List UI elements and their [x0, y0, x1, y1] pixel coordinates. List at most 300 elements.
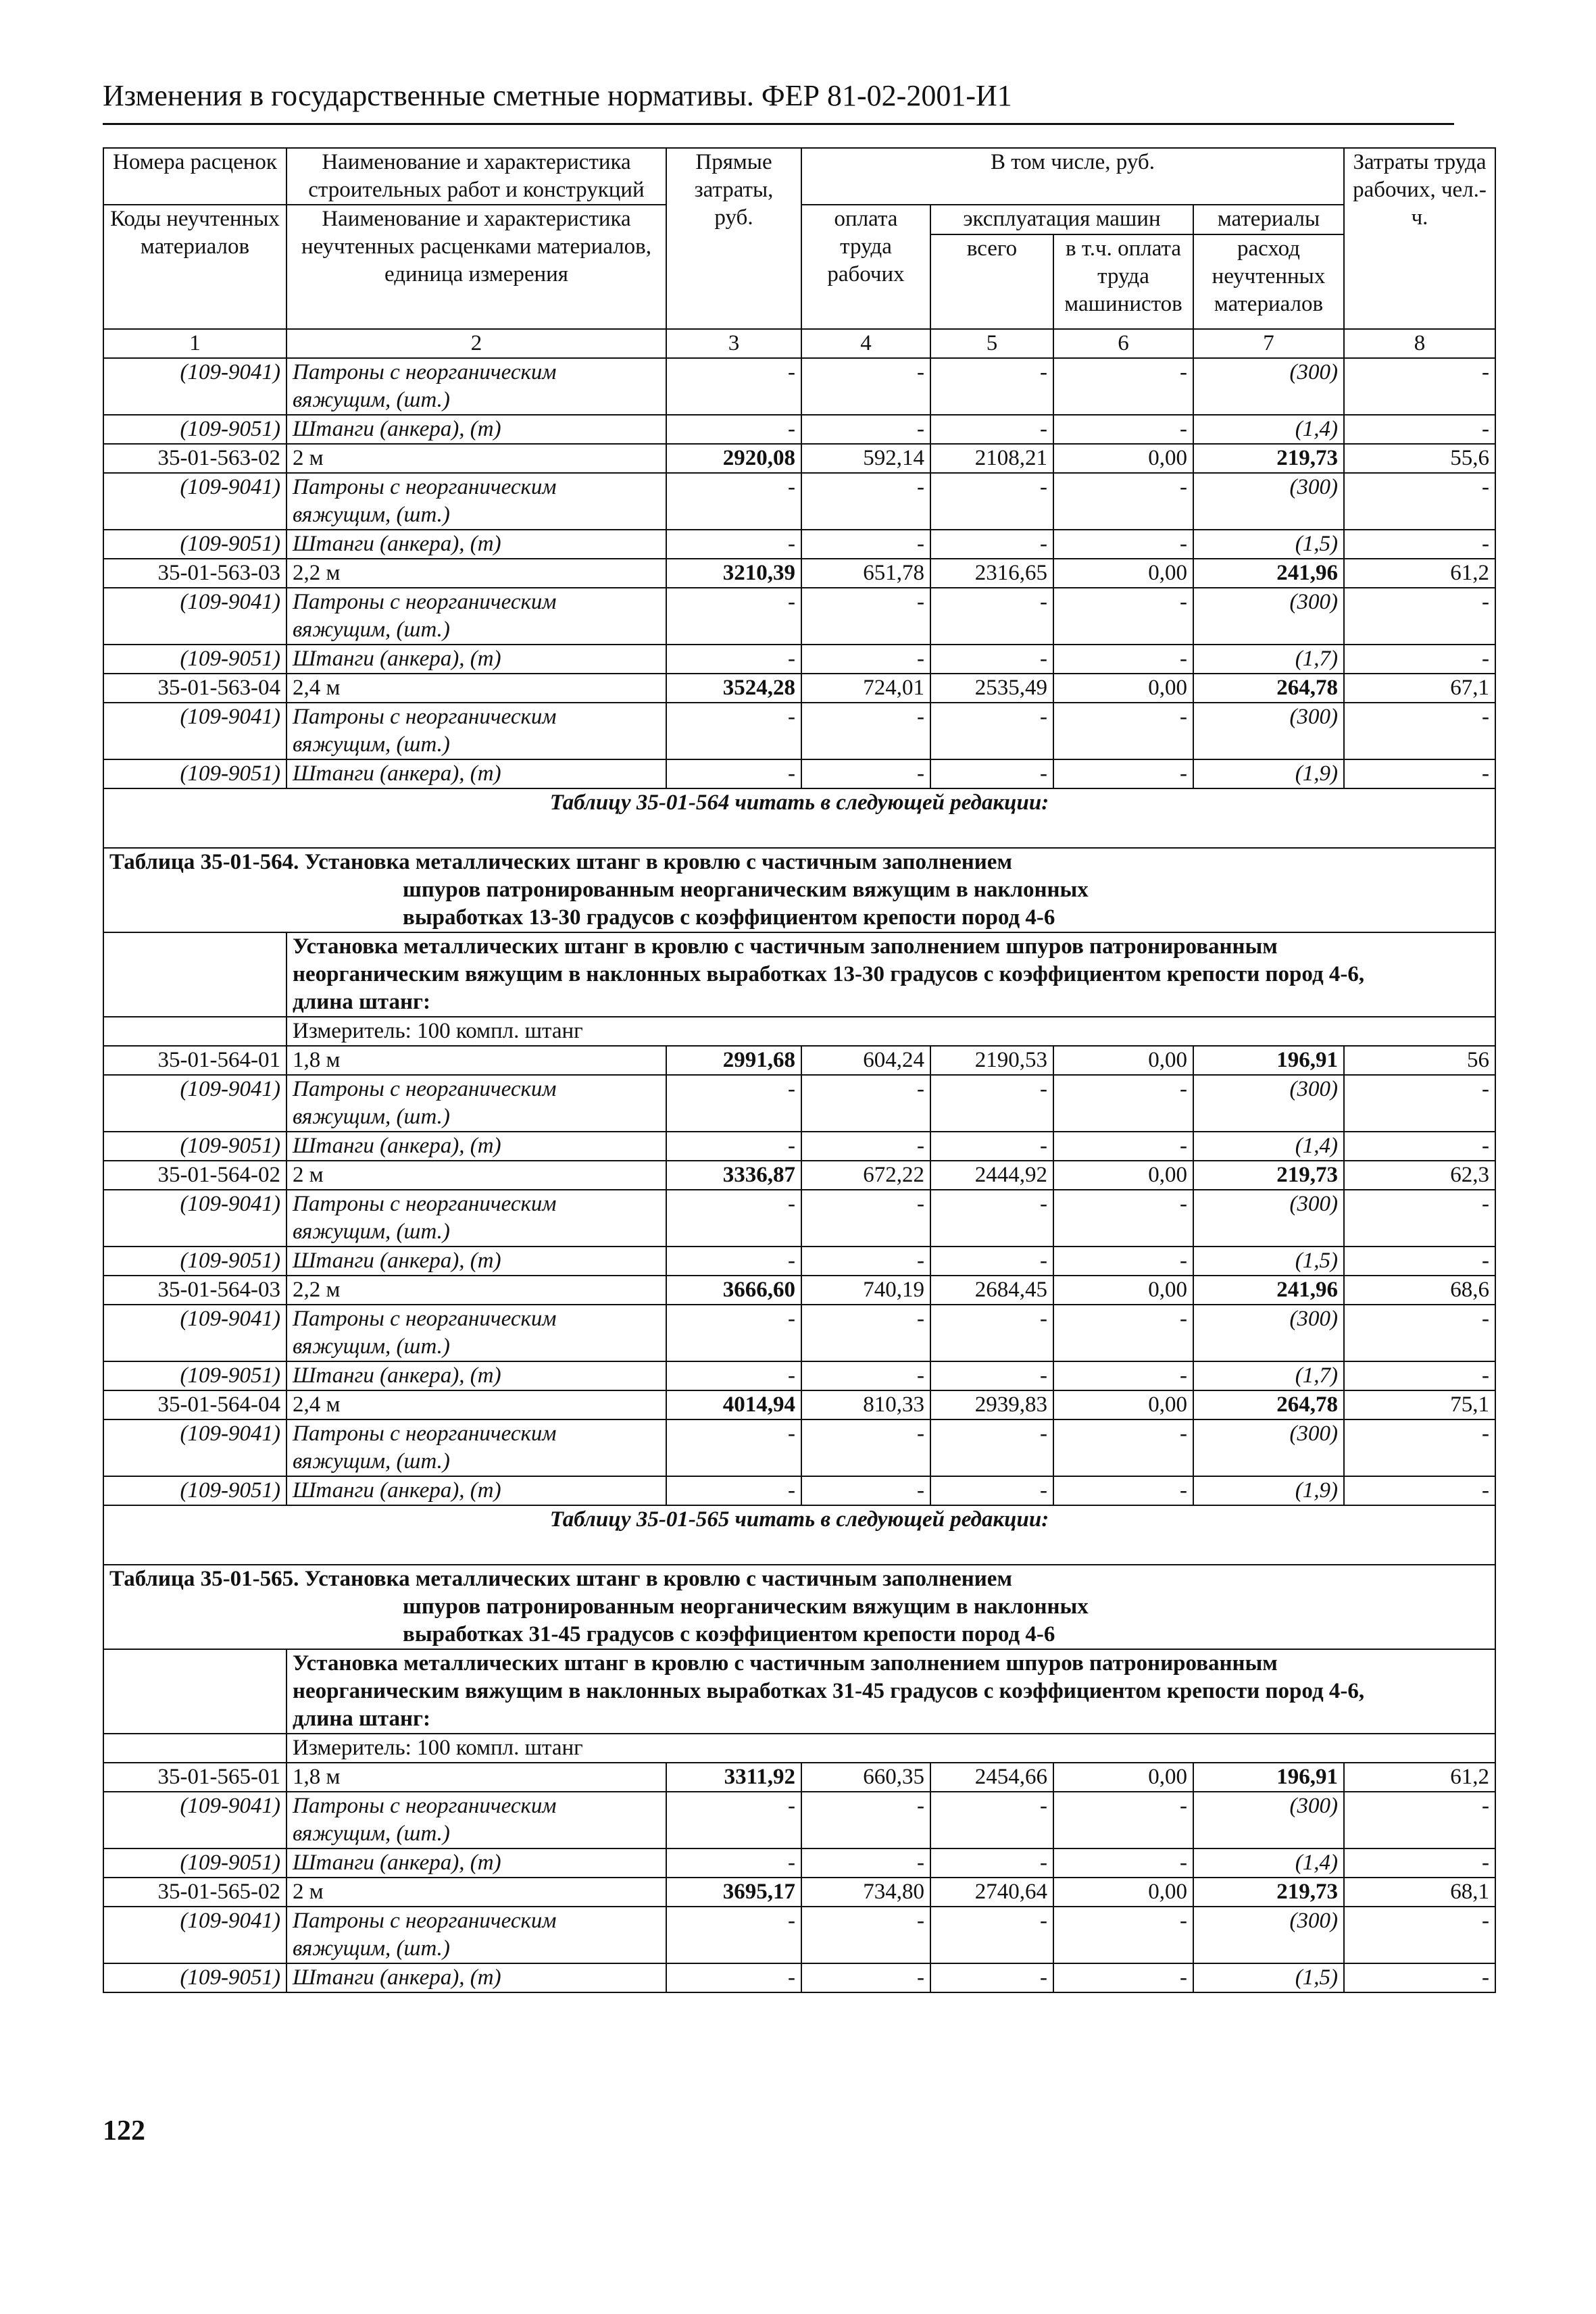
- labor-cost: 68,1: [1344, 1878, 1495, 1907]
- cell-dash: -: [1344, 1907, 1495, 1963]
- cell-dash: -: [1344, 1476, 1495, 1505]
- cell-dash: -: [1344, 1419, 1495, 1476]
- material-code: (109-9041): [103, 703, 286, 759]
- cell-dash: -: [930, 1132, 1053, 1161]
- material-name: Патроны с неорганическим вяжущим, (шт.): [286, 1419, 666, 1476]
- cell-dash: -: [930, 1247, 1053, 1276]
- materials-usage: 219,73: [1193, 1878, 1344, 1907]
- cell-dash: -: [801, 415, 930, 444]
- cell-dash: -: [1053, 645, 1193, 674]
- cell-dash: -: [1344, 530, 1495, 559]
- material-row: [103, 530, 1495, 559]
- cell-dash: -: [1053, 358, 1193, 415]
- col-number: 8: [1344, 329, 1495, 358]
- material-row: [103, 703, 1495, 759]
- rate-code: 35-01-565-01: [103, 1763, 286, 1792]
- cell-dash: -: [1053, 415, 1193, 444]
- col-number: 2: [286, 329, 666, 358]
- header-machines: эксплуатация машин: [930, 205, 1193, 234]
- cell-dash: -: [930, 1792, 1053, 1848]
- labor-pay: 660,35: [801, 1763, 930, 1792]
- direct-costs: 3666,60: [666, 1276, 801, 1305]
- cell-dash: -: [1344, 1305, 1495, 1361]
- materials-usage: 264,78: [1193, 674, 1344, 703]
- header-direct-costs: Прямые затраты, руб.: [666, 148, 801, 329]
- rate-code: 35-01-565-02: [103, 1878, 286, 1907]
- cell-dash: -: [666, 1476, 801, 1505]
- col-number: 5: [930, 329, 1053, 358]
- machines-total: 2316,65: [930, 559, 1053, 588]
- bolt-length: 2,2 м: [286, 1276, 666, 1305]
- cell-dash: -: [801, 1419, 930, 1476]
- material-usage: (1,7): [1193, 645, 1344, 674]
- material-name: Патроны с неорганическим вяжущим, (шт.): [286, 1792, 666, 1848]
- bolt-length: 2 м: [286, 1878, 666, 1907]
- rate-code: 35-01-563-04: [103, 674, 286, 703]
- rate-code: 35-01-563-02: [103, 444, 286, 473]
- cell-dash: -: [930, 473, 1053, 530]
- header-machines-total: всего: [930, 234, 1053, 329]
- cell-dash: -: [666, 588, 801, 645]
- material-name: Патроны с неорганическим вяжущим, (шт.): [286, 1075, 666, 1132]
- labor-pay: 724,01: [801, 674, 930, 703]
- cell-dash: -: [1344, 1075, 1495, 1132]
- labor-pay: 734,80: [801, 1878, 930, 1907]
- machines-total: 2684,45: [930, 1276, 1053, 1305]
- unit-row: [103, 1734, 1495, 1763]
- cell-dash: -: [1344, 1963, 1495, 1992]
- col-number: 6: [1053, 329, 1193, 358]
- cell-dash: -: [801, 1963, 930, 1992]
- labor-cost: 67,1: [1344, 674, 1495, 703]
- cell-dash: -: [666, 703, 801, 759]
- intro-row: [103, 932, 1495, 1017]
- material-row: [103, 1361, 1495, 1390]
- material-row: [103, 415, 1495, 444]
- cell-dash: -: [666, 1963, 801, 1992]
- cell-dash: -: [801, 1075, 930, 1132]
- bolt-length: 2,4 м: [286, 1390, 666, 1419]
- material-row: [103, 1075, 1495, 1132]
- direct-costs: 3336,87: [666, 1161, 801, 1190]
- cell-dash: -: [1053, 588, 1193, 645]
- material-name: Штанги (анкера), (т): [286, 530, 666, 559]
- cell-dash: -: [801, 358, 930, 415]
- material-code: (109-9051): [103, 1963, 286, 1992]
- material-name: Штанги (анкера), (т): [286, 1963, 666, 1992]
- cell-dash: -: [930, 1907, 1053, 1963]
- cell-dash: -: [930, 530, 1053, 559]
- material-name: Штанги (анкера), (т): [286, 1361, 666, 1390]
- materials-usage: 196,91: [1193, 1763, 1344, 1792]
- cell-dash: -: [666, 645, 801, 674]
- material-usage: (300): [1193, 473, 1344, 530]
- rate-code: 35-01-564-03: [103, 1276, 286, 1305]
- cell-dash: -: [930, 1476, 1053, 1505]
- cell-dash: -: [930, 1075, 1053, 1132]
- material-name: Патроны с неорганическим вяжущим, (шт.): [286, 1305, 666, 1361]
- material-name: Штанги (анкера), (т): [286, 1247, 666, 1276]
- material-usage: (300): [1193, 703, 1344, 759]
- cell-dash: -: [801, 703, 930, 759]
- cell-dash: -: [666, 530, 801, 559]
- bolt-length: 2 м: [286, 1161, 666, 1190]
- rate-row: [103, 559, 1495, 588]
- cell-dash: -: [1344, 1361, 1495, 1390]
- labor-cost: 68,6: [1344, 1276, 1495, 1305]
- cell-dash: -: [666, 1792, 801, 1848]
- material-usage: (300): [1193, 1419, 1344, 1476]
- table-title-row: [103, 1565, 1495, 1649]
- material-code: (109-9041): [103, 473, 286, 530]
- bolt-length: 2 м: [286, 444, 666, 473]
- cell-dash: -: [801, 1848, 930, 1878]
- bolt-length: 1,8 м: [286, 1046, 666, 1075]
- material-usage: (1,9): [1193, 759, 1344, 788]
- material-usage: (300): [1193, 1190, 1344, 1247]
- material-code: (109-9041): [103, 358, 286, 415]
- material-name: Патроны с неорганическим вяжущим, (шт.): [286, 588, 666, 645]
- machines-pay: 0,00: [1053, 1878, 1193, 1907]
- header-row-1: [103, 148, 1495, 205]
- material-usage: (300): [1193, 1075, 1344, 1132]
- read-instruction-row: [103, 1505, 1495, 1565]
- cell-dash: -: [1344, 358, 1495, 415]
- material-code: (109-9041): [103, 1419, 286, 1476]
- material-code: (109-9051): [103, 1361, 286, 1390]
- labor-pay: 651,78: [801, 559, 930, 588]
- material-code: (109-9051): [103, 1476, 286, 1505]
- document-title: Изменения в государственные сметные нормативы. ФЕР 81-02-2001-И1: [103, 79, 1012, 112]
- col-number: 7: [1193, 329, 1344, 358]
- rate-row: [103, 444, 1495, 473]
- machines-pay: 0,00: [1053, 1161, 1193, 1190]
- cell-dash: -: [1344, 415, 1495, 444]
- labor-cost: 56: [1344, 1046, 1495, 1075]
- machines-pay: 0,00: [1053, 1390, 1193, 1419]
- cell-dash: -: [666, 759, 801, 788]
- bolt-length: 1,8 м: [286, 1763, 666, 1792]
- material-usage: (300): [1193, 358, 1344, 415]
- cell-dash: -: [1053, 1907, 1193, 1963]
- cell-dash: -: [1053, 1419, 1193, 1476]
- material-usage: (1,7): [1193, 1361, 1344, 1390]
- material-row: [103, 1476, 1495, 1505]
- direct-costs: 3524,28: [666, 674, 801, 703]
- cell-dash: -: [1344, 1792, 1495, 1848]
- rate-code: 35-01-564-04: [103, 1390, 286, 1419]
- labor-pay: 740,19: [801, 1276, 930, 1305]
- page-header: [103, 76, 1454, 125]
- material-code: (109-9041): [103, 588, 286, 645]
- cell-dash: -: [1053, 1361, 1193, 1390]
- cell-dash: -: [930, 759, 1053, 788]
- cell-dash: -: [1344, 1247, 1495, 1276]
- cell-dash: -: [1053, 1963, 1193, 1992]
- rate-row: [103, 1878, 1495, 1907]
- labor-pay: 592,14: [801, 444, 930, 473]
- material-usage: (1,4): [1193, 1848, 1344, 1878]
- material-row: [103, 1907, 1495, 1963]
- table-title: Таблица 35-01-564. Установка металлических штанг в кровлю с частичным заполнением шпуров патронированным неорганическим вяжущим в наклонных выработках 13-30 градусов с коэффициентом крепости пород 4-6: [103, 848, 1495, 932]
- header-rate-numbers: Номера расценок: [103, 148, 286, 205]
- unit-row: [103, 1017, 1495, 1046]
- material-name: Штанги (анкера), (т): [286, 1132, 666, 1161]
- machines-total: 2740,64: [930, 1878, 1053, 1907]
- material-usage: (1,5): [1193, 1247, 1344, 1276]
- cell-dash: -: [1344, 1190, 1495, 1247]
- material-name: Патроны с неорганическим вяжущим, (шт.): [286, 703, 666, 759]
- rate-code: 35-01-563-03: [103, 559, 286, 588]
- material-usage: (1,9): [1193, 1476, 1344, 1505]
- material-usage: (1,4): [1193, 1132, 1344, 1161]
- material-name: Патроны с неорганическим вяжущим, (шт.): [286, 473, 666, 530]
- cell-dash: -: [666, 1907, 801, 1963]
- direct-costs: 3695,17: [666, 1878, 801, 1907]
- cell-dash: -: [1053, 703, 1193, 759]
- cell-dash: -: [1053, 530, 1193, 559]
- bolt-length: 2,2 м: [286, 559, 666, 588]
- read-instruction: Таблицу 35-01-565 читать в следующей редакции:: [103, 1505, 1495, 1565]
- cell-dash: -: [930, 645, 1053, 674]
- material-row: [103, 1848, 1495, 1878]
- cell-dash: -: [801, 473, 930, 530]
- cell-dash: -: [666, 415, 801, 444]
- direct-costs: 3210,39: [666, 559, 801, 588]
- cell-dash: -: [930, 1419, 1053, 1476]
- read-instruction: Таблицу 35-01-564 читать в следующей редакции:: [103, 788, 1495, 848]
- cell-dash: -: [801, 1361, 930, 1390]
- material-code: (109-9041): [103, 1907, 286, 1963]
- direct-costs: 2991,68: [666, 1046, 801, 1075]
- cell-dash: -: [1053, 1848, 1193, 1878]
- machines-total: 2190,53: [930, 1046, 1053, 1075]
- intro-row: [103, 1649, 1495, 1734]
- cell-dash: -: [801, 1907, 930, 1963]
- cell-dash: -: [1053, 1190, 1193, 1247]
- machines-total: 2939,83: [930, 1390, 1053, 1419]
- cell-dash: -: [801, 1305, 930, 1361]
- rate-row: [103, 1276, 1495, 1305]
- cell-dash: -: [666, 1190, 801, 1247]
- rate-row: [103, 1046, 1495, 1075]
- read-instruction-row: [103, 788, 1495, 848]
- cell-dash: -: [1053, 1247, 1193, 1276]
- cell-dash: -: [930, 1190, 1053, 1247]
- machines-pay: 0,00: [1053, 444, 1193, 473]
- cell-dash: -: [1053, 473, 1193, 530]
- labor-pay: 672,22: [801, 1161, 930, 1190]
- material-code: (109-9051): [103, 645, 286, 674]
- machines-total: 2454,66: [930, 1763, 1053, 1792]
- cell-dash: -: [801, 1476, 930, 1505]
- machines-total: 2108,21: [930, 444, 1053, 473]
- table-intro: Установка металлических штанг в кровлю с частичным заполнением шпуров патронированным неорганическим вяжущим в наклонных выработках 31-45 градусов с коэффициентом крепости пород 4-6, длина штанг:: [286, 1649, 1495, 1734]
- cell-dash: -: [801, 1247, 930, 1276]
- cell-dash: -: [1344, 759, 1495, 788]
- material-row: [103, 1305, 1495, 1361]
- col-number: 1: [103, 329, 286, 358]
- labor-cost: 75,1: [1344, 1390, 1495, 1419]
- cell-dash: -: [930, 358, 1053, 415]
- cell-dash: -: [666, 1305, 801, 1361]
- header-materials-usage: расход неучтенных материалов: [1193, 234, 1344, 329]
- measure-unit: Измеритель: 100 компл. штанг: [286, 1734, 1495, 1763]
- material-name: Штанги (анкера), (т): [286, 415, 666, 444]
- labor-cost: 55,6: [1344, 444, 1495, 473]
- materials-usage: 241,96: [1193, 1276, 1344, 1305]
- material-row: [103, 588, 1495, 645]
- labor-cost: 61,2: [1344, 559, 1495, 588]
- material-row: [103, 358, 1495, 415]
- cell-dash: -: [666, 473, 801, 530]
- header-material-names: Наименование и характеристика неучтенных расценками материалов, единица измерения: [286, 205, 666, 329]
- material-code: (109-9041): [103, 1190, 286, 1247]
- material-row: [103, 1963, 1495, 1992]
- header-in-total: В том числе, руб.: [801, 148, 1344, 205]
- header-work-name: Наименование и характеристика строительных работ и конструкций: [286, 148, 666, 205]
- table-title: Таблица 35-01-565. Установка металлических штанг в кровлю с частичным заполнением шпуров патронированным неорганическим вяжущим в наклонных выработках 31-45 градусов с коэффициентом крепости пород 4-6: [103, 1565, 1495, 1649]
- cell-dash: -: [666, 1075, 801, 1132]
- direct-costs: 3311,92: [666, 1763, 801, 1792]
- material-usage: (300): [1193, 1305, 1344, 1361]
- material-code: (109-9051): [103, 530, 286, 559]
- material-code: (109-9041): [103, 1305, 286, 1361]
- material-name: Штанги (анкера), (т): [286, 645, 666, 674]
- material-name: Штанги (анкера), (т): [286, 1848, 666, 1878]
- cell-dash: -: [801, 1792, 930, 1848]
- col-number: 3: [666, 329, 801, 358]
- cell-dash: -: [666, 1247, 801, 1276]
- material-code: (109-9041): [103, 1792, 286, 1848]
- cell-dash: -: [801, 530, 930, 559]
- cell-dash: -: [801, 759, 930, 788]
- cell-dash: -: [666, 1848, 801, 1878]
- material-name: Штанги (анкера), (т): [286, 1476, 666, 1505]
- machines-total: 2444,92: [930, 1161, 1053, 1190]
- cell-dash: -: [1344, 645, 1495, 674]
- material-row: [103, 1792, 1495, 1848]
- cell-dash: -: [801, 588, 930, 645]
- materials-usage: 196,91: [1193, 1046, 1344, 1075]
- cell-dash: -: [930, 588, 1053, 645]
- material-name: Штанги (анкера), (т): [286, 759, 666, 788]
- material-usage: (1,5): [1193, 530, 1344, 559]
- page-number: 122: [103, 2115, 145, 2146]
- material-row: [103, 1190, 1495, 1247]
- labor-pay: 604,24: [801, 1046, 930, 1075]
- direct-costs: 2920,08: [666, 444, 801, 473]
- cell-dash: -: [930, 703, 1053, 759]
- material-code: (109-9051): [103, 1247, 286, 1276]
- col-number: 4: [801, 329, 930, 358]
- cell-dash: -: [1344, 703, 1495, 759]
- cell-dash: -: [1344, 1132, 1495, 1161]
- header-labor-pay: оплата труда рабочих: [801, 205, 930, 329]
- cell-dash: -: [1344, 588, 1495, 645]
- material-code: (109-9041): [103, 1075, 286, 1132]
- cell-dash: -: [666, 1361, 801, 1390]
- table-intro: Установка металлических штанг в кровлю с частичным заполнением шпуров патронированным неорганическим вяжущим в наклонных выработках 13-30 градусов с коэффициентом крепости пород 4-6, длина штанг:: [286, 932, 1495, 1017]
- labor-cost: 62,3: [1344, 1161, 1495, 1190]
- material-row: [103, 473, 1495, 530]
- cell-dash: -: [801, 645, 930, 674]
- material-row: [103, 645, 1495, 674]
- materials-usage: 264,78: [1193, 1390, 1344, 1419]
- cell-dash: -: [1053, 1792, 1193, 1848]
- cell-dash: -: [1053, 1075, 1193, 1132]
- cell-dash: -: [930, 1848, 1053, 1878]
- material-row: [103, 759, 1495, 788]
- machines-pay: 0,00: [1053, 1046, 1193, 1075]
- cell-dash: -: [1344, 1848, 1495, 1878]
- cell-dash: -: [930, 1305, 1053, 1361]
- material-usage: (1,4): [1193, 415, 1344, 444]
- cell-dash: -: [1053, 759, 1193, 788]
- material-row: [103, 1419, 1495, 1476]
- cell-dash: -: [1053, 1305, 1193, 1361]
- cell-dash: -: [1344, 473, 1495, 530]
- materials-usage: 219,73: [1193, 1161, 1344, 1190]
- header-machines-pay: в т.ч. оплата труда машинистов: [1053, 234, 1193, 329]
- material-code: (109-9051): [103, 1848, 286, 1878]
- machines-total: 2535,49: [930, 674, 1053, 703]
- material-row: [103, 1247, 1495, 1276]
- machines-pay: 0,00: [1053, 559, 1193, 588]
- cell-dash: -: [666, 1419, 801, 1476]
- material-name: Патроны с неорганическим вяжущим, (шт.): [286, 1907, 666, 1963]
- header-materials: материалы: [1193, 205, 1344, 234]
- material-usage: (300): [1193, 588, 1344, 645]
- table-title-row: [103, 848, 1495, 932]
- materials-usage: 241,96: [1193, 559, 1344, 588]
- material-usage: (300): [1193, 1907, 1344, 1963]
- cell-dash: -: [930, 1963, 1053, 1992]
- machines-pay: 0,00: [1053, 674, 1193, 703]
- header-labor-cost: Затраты труда рабочих, чел.-ч.: [1344, 148, 1495, 329]
- header-number-row: [103, 329, 1495, 358]
- rates-table: [103, 147, 1496, 1993]
- material-row: [103, 1132, 1495, 1161]
- cell-dash: -: [930, 1361, 1053, 1390]
- direct-costs: 4014,94: [666, 1390, 801, 1419]
- header-material-codes: Коды неучтенных материалов: [103, 205, 286, 329]
- cell-dash: -: [1053, 1132, 1193, 1161]
- cell-dash: -: [1053, 1476, 1193, 1505]
- material-usage: (300): [1193, 1792, 1344, 1848]
- measure-unit: Измеритель: 100 компл. штанг: [286, 1017, 1495, 1046]
- labor-pay: 810,33: [801, 1390, 930, 1419]
- rate-code: 35-01-564-01: [103, 1046, 286, 1075]
- rate-row: [103, 1161, 1495, 1190]
- material-code: (109-9051): [103, 759, 286, 788]
- cell-dash: -: [801, 1132, 930, 1161]
- material-name: Патроны с неорганическим вяжущим, (шт.): [286, 358, 666, 415]
- material-code: (109-9051): [103, 1132, 286, 1161]
- materials-usage: 219,73: [1193, 444, 1344, 473]
- machines-pay: 0,00: [1053, 1763, 1193, 1792]
- machines-pay: 0,00: [1053, 1276, 1193, 1305]
- labor-cost: 61,2: [1344, 1763, 1495, 1792]
- rate-row: [103, 1763, 1495, 1792]
- cell-dash: -: [666, 358, 801, 415]
- rate-row: [103, 674, 1495, 703]
- rate-code: 35-01-564-02: [103, 1161, 286, 1190]
- material-usage: (1,5): [1193, 1963, 1344, 1992]
- cell-dash: -: [666, 1132, 801, 1161]
- bolt-length: 2,4 м: [286, 674, 666, 703]
- rate-row: [103, 1390, 1495, 1419]
